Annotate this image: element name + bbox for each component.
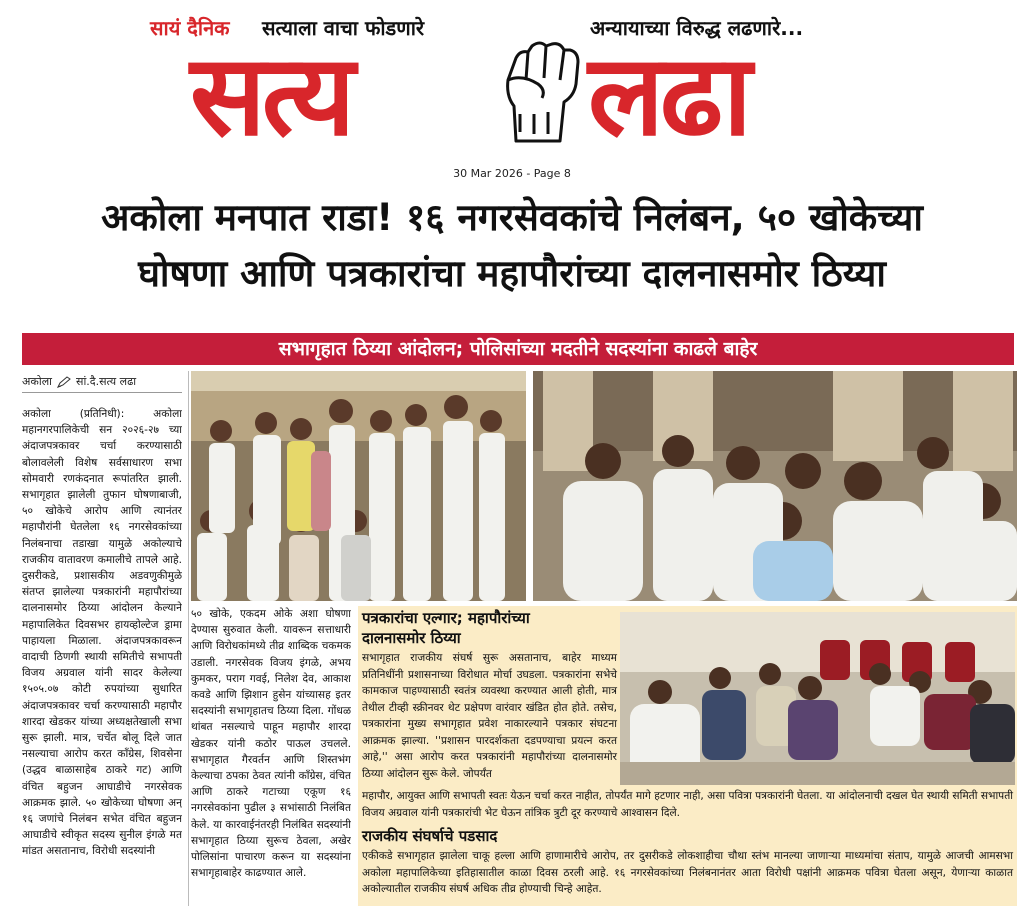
article-left-column: अकोला (प्रतिनिधी): अकोला महानगरपालिकेची सन २०२६-२७ च्या अंदाजपत्रकावर चर्चा करण्यासाठी बोलावलेली विशेष सर्वसाधारण सभा सोमवारी रणकंदनात रूपांतरित झाली. सभागृहात झालेली तुफान घोषणाबाजी, ५० खोकेचे आरोप आणि त्यानंतर महापौरांनी घेतलेला १६ नगरसेवकांच्या निलंबनाचा तडाखा यामुळे अकोल्याचे राजकीय वातावरण कमालीचे तापले आहे. दुसरीकडे, प्रशासकीय अडवणुकीमुळे संतप्त झालेल्या पत्रकारांनी महापौरांच्या दालनासमोर ठिय्या आंदोलन केल्याने महापालिकेत दिवसभर हायव्होल्टेज ड्रामा पाहायला मिळाला. अंदाजपत्रकावरून वादाची ठिणगी स्थायी समितीचे सभापती विजय अग्रवाल यांनी सादर केलेल्या १५०५.०७ कोटी रुपयांच्या सुधारित अंदाजपत्रकावर चर्चा करण्यासाठी महापौर शारदा खेडकर यांच्या अध्यक्षतेखाली सभा सुरू झाली. मात्र, चर्चेत बोलू दिले जात नसल्याचा आरोप करत काँग्रेस, शिवसेना (उद्धव बाळासाहेब ठाकरे गट) आणि वंचित बहुजन आघाडीचे नगरसेवक आक्रमक झाले. ५० खोकेच्या घोषणा अन् १६ जणांचे निलंबन सभेत वंचित बहुजन आघाडीचे स्वीकृत सदस्य सुनील इंगळे मत मांडत असतानाच, विरोधी सदस्यांनी: [22, 408, 182, 858]
pen-icon: [57, 376, 71, 388]
byline-place: अकोला: [22, 375, 53, 388]
headline-line-2: घोषणा आणि पत्रकारांचा महापौरांच्या दालनासमोर ठिय्या: [138, 252, 886, 295]
masthead-tagline-right: अन्यायाच्या विरुद्ध लढणारे...: [590, 16, 804, 40]
date-page-line: 30 Mar 2026 - Page 8: [453, 167, 571, 180]
box-heading-line-1: पत्रकारांचा एल्गार; महापौरांच्या: [362, 609, 530, 627]
logo-word-ladha: लढा: [588, 31, 748, 161]
box-paragraph-1: सभागृहात राजकीय संघर्ष सुरू असतानाच, बाहेर माध्यम प्रतिनिधींनी प्रशासनाच्या विरोधात मोर्चा उघडला. पत्रकारांना सभेचे कामकाज पाहण्यासाठी स्वतंत्र व्यवस्था करण्यात आली होती, मात्र तेथील टीव्ही स्क्रीनवर थेट प्रक्षेपण वारंवार खंडित होत होते. तसेच, पत्रकारांना मुख्य सभागृहात प्रवेश नाकारल्याने पत्रकार संघटना आक्रमक झाल्या. ''प्रशासन पारदर्शकता दडपण्याचा प्रयत्न करत आहे,'' असा आरोप करत पत्रकारांनी महापौरांच्या दालनासमोर ठिय्या आंदोलन सुरू केले. जोपर्यंत: [362, 652, 617, 780]
article-middle-column: ५० खोके, एकदम ओके अशा घोषणा देण्यास सुरुवात केली. यावरून सत्ताधारी आणि विरोधकांमध्ये तीव्र शाब्दिक चकमक उडाली. नगरसेवक विजय इंगळे, अभय कुमकर, पराग गवई, निलेश देव, आकाश कवडे आणि झिशान हुसेन यांच्यासह इतर सदस्यांनी सभागृहातच ठिय्या दिला. गोंधळ थांबत नसल्याचे पाहून महापौर शारदा खेडकर यांनी कठोर पाऊल उचलले. सभागृहात गैरवर्तन आणि शिस्तभंग केल्याचा ठपका ठेवत त्यांनी काँग्रेस, वंचित आणि ठाकरे गटाच्या एकूण १६ नगरसेवकांना पुढील ३ सभांसाठी निलंबित केले. या कारवाईनंतरही निलंबित सदस्यांनी सभागृहात ठिय्या सुरूच ठेवला, अखेर पोलिसांना पाचारण करून या सदस्यांना सभागृहाबाहेर काढण्यात आले.: [191, 608, 351, 880]
logo-word-satya: सत्य: [190, 31, 352, 161]
box-heading-line-2: दालनासमोर ठिय्या: [362, 629, 461, 647]
box-paragraph-3: एकीकडे सभागृहात झालेला चाकू हल्ला आणि हाणामारीचे आरोप, तर दुसरीकडे लोकशाहीचा चौथा स्तंभ मानल्या जाणाऱ्या माध्यमांचा संताप, यामुळे आजची आमसभा अकोला महापालिकेच्या इतिहासातील काळा दिवस ठरली आहे. १६ नगरसेवकांच्या निलंबनानंतर आता विरोधी पक्षांनी आक्रमक पवित्रा घेतला असून, येणाऱ्या काळात अकोल्यातील राजकीय संघर्ष अधिक तीव्र होण्याची चिन्हे आहेत.: [362, 850, 1013, 895]
box-subheading-political-fallout: राजकीय संघर्षाचे पडसाद: [362, 827, 498, 845]
box-paragraph-2: महापौर, आयुक्त आणि सभापती स्वतः येऊन चर्चा करत नाहीत, तोपर्यंत मागे हटणार नाही, असा पवित्रा पत्रकारांनी घेतला. या आंदोलनाची दखल घेत स्थायी समिती सभापती विजय अग्रवाल यांनी पत्रकारांची भेट घेऊन तांत्रिक त्रुटी दूर करण्याचे आश्वासन दिले.: [362, 790, 1013, 819]
photo-sit-in-protest: [533, 371, 1017, 601]
byline-reporter: सां.दै.सत्य लढा: [76, 375, 137, 388]
column-divider: [188, 371, 189, 906]
raised-fist-icon: [486, 36, 586, 146]
main-headline: [10, 190, 1014, 302]
masthead-tagline-left: सत्याला वाचा फोडणारे: [262, 16, 425, 40]
photo-journalists-sit-in: [620, 612, 1015, 785]
masthead: [0, 0, 1024, 180]
masthead-tag-evening-daily: सायं दैनिक: [150, 16, 230, 40]
photo-councillors-standing: [191, 371, 526, 601]
byline: [22, 371, 182, 393]
headline-line-1: अकोला मनपात राडा! १६ नगरसेवकांचे निलंबन, ५० खोकेच्या: [101, 196, 923, 239]
subheadline-bar: सभागृहात ठिय्या आंदोलन; पोलिसांच्या मदतीने सदस्यांना काढले बाहेर: [22, 333, 1014, 365]
